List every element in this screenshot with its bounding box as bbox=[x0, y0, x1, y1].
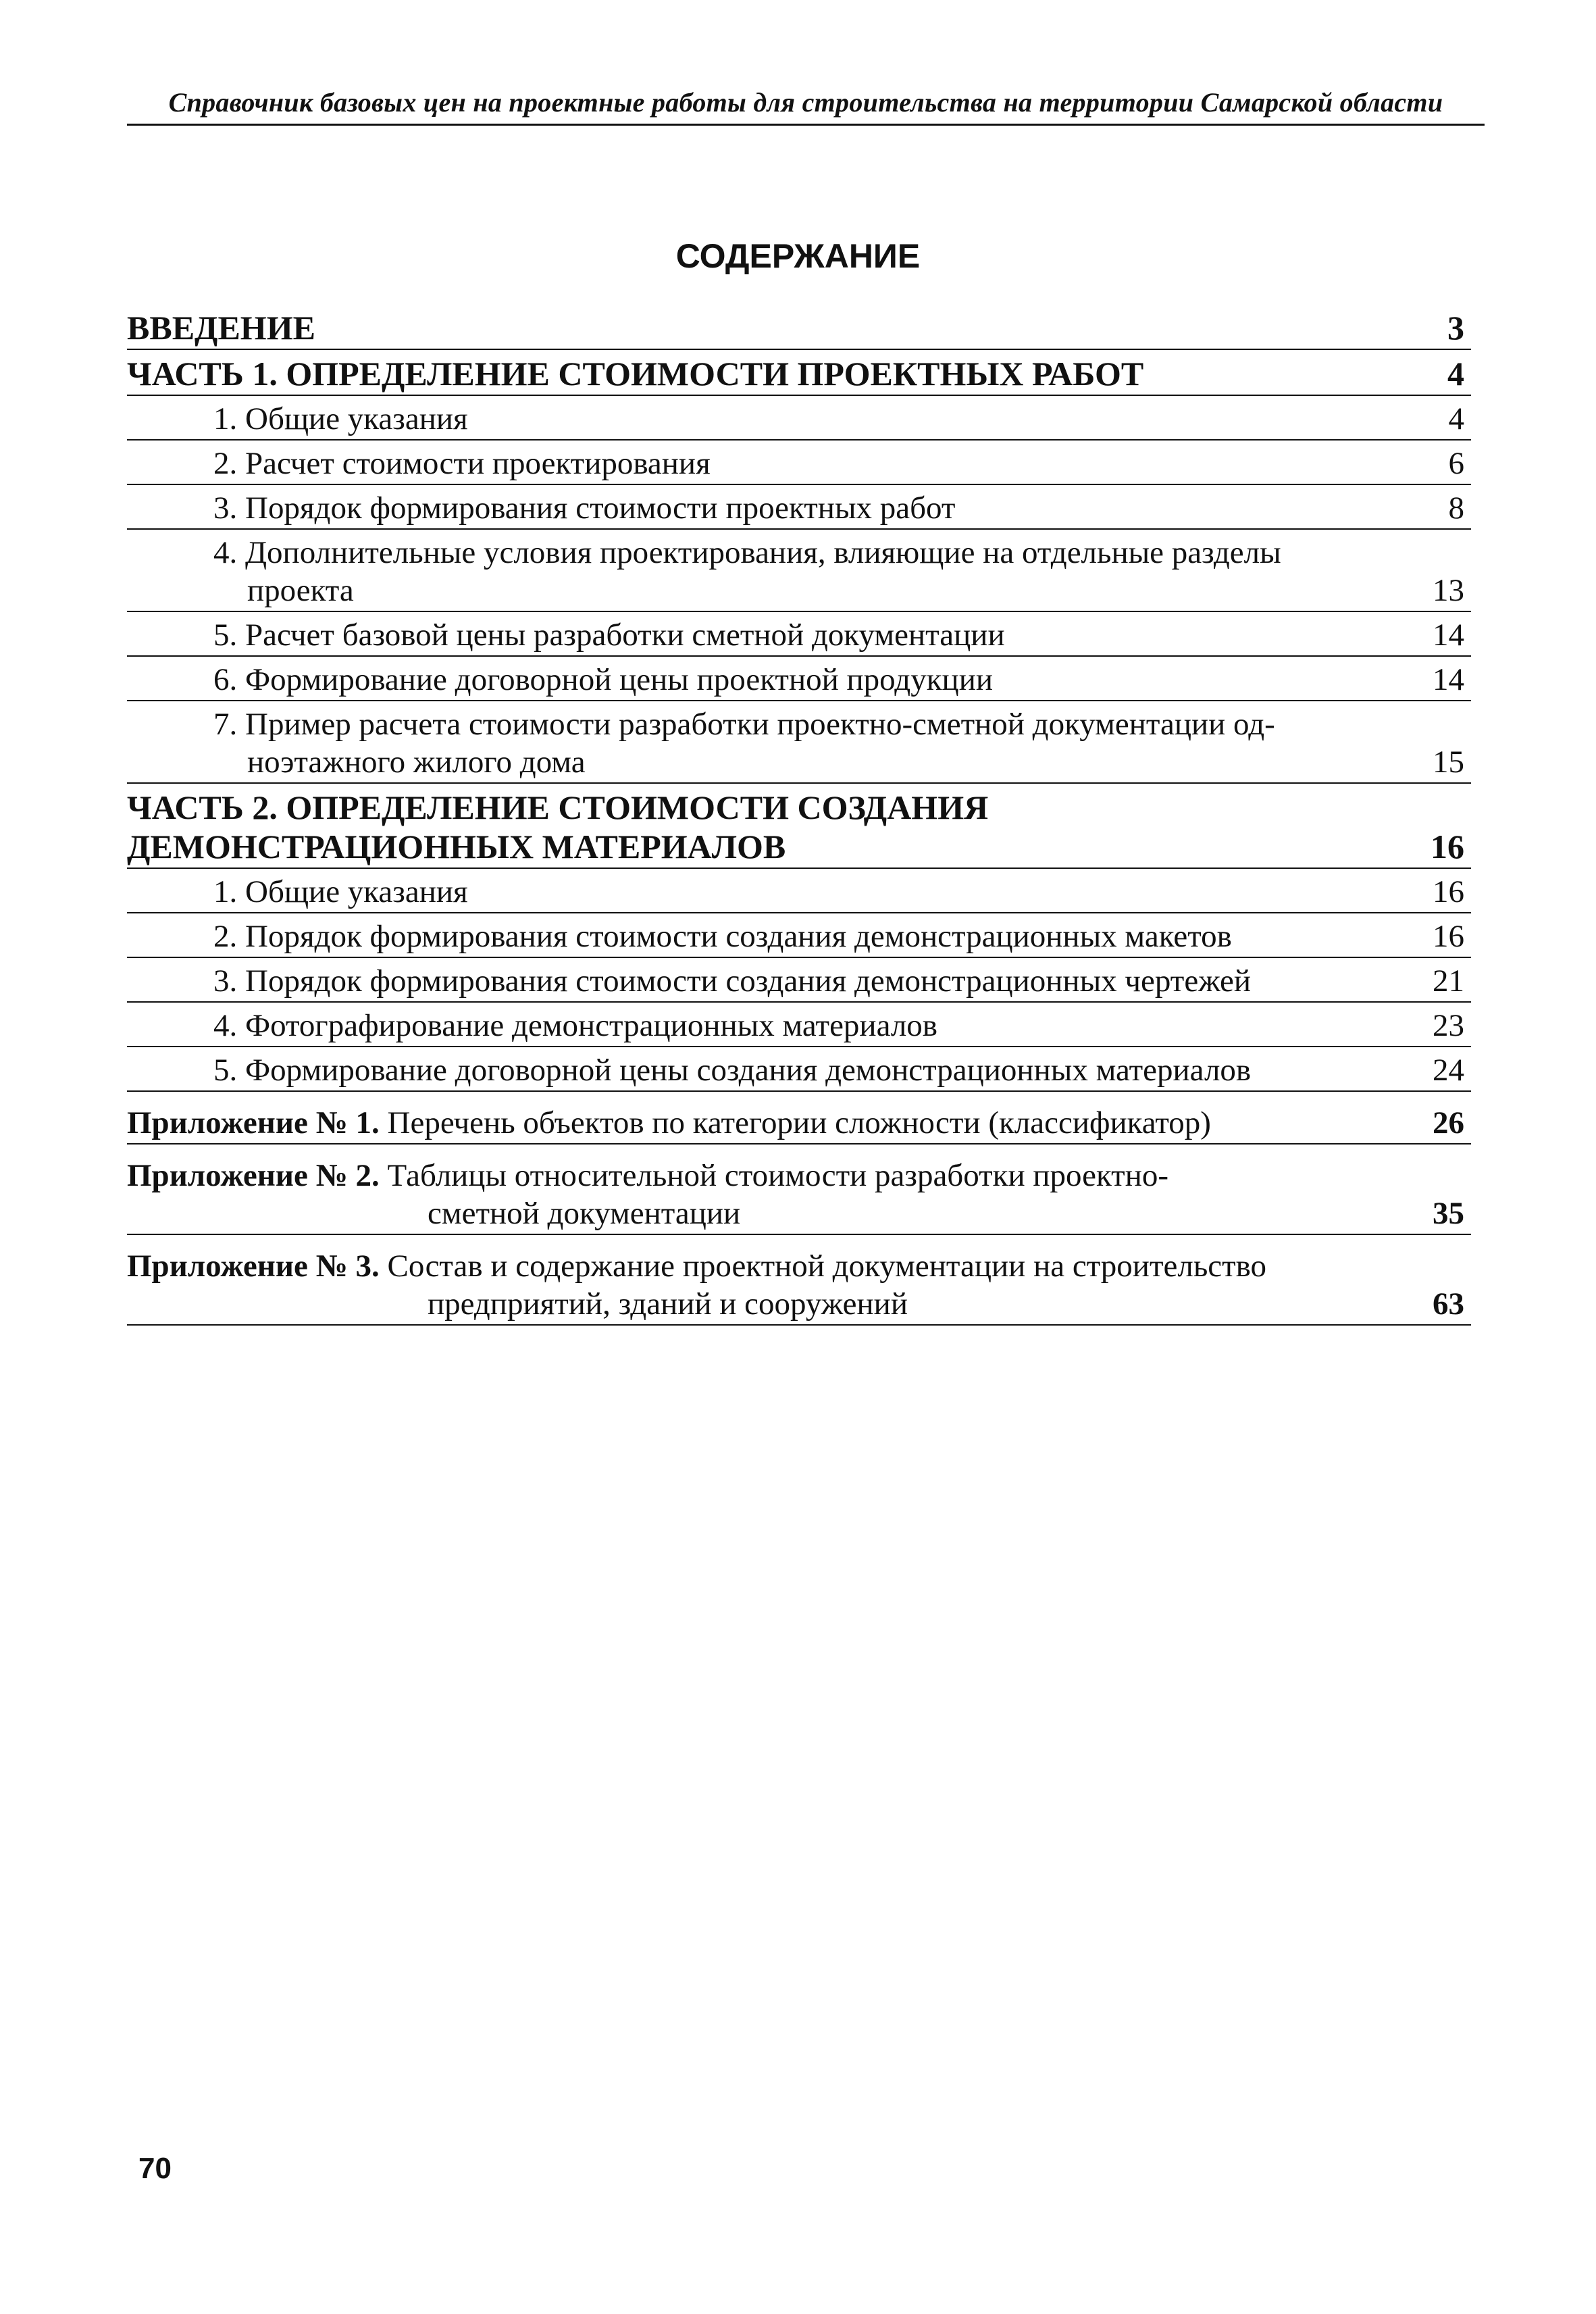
toc-entry-page: 63 bbox=[1433, 1286, 1464, 1322]
toc-entry-title-block bbox=[127, 788, 1410, 866]
toc-entry-page: 16 bbox=[1431, 828, 1464, 865]
toc-entry-1-3[interactable] bbox=[127, 485, 1471, 530]
toc-entry-title: 1. Общие указания bbox=[213, 401, 468, 436]
toc-entry-1-4[interactable] bbox=[127, 530, 1471, 612]
toc-entry-page: 21 bbox=[1433, 963, 1464, 999]
toc-entry-page: 3 bbox=[1447, 309, 1464, 347]
toc-entry-title: ЧАСТЬ 2. ОПРЕДЕЛЕНИЕ СТОИМОСТИ СОЗДАНИЯ bbox=[127, 788, 989, 826]
toc-entry-page: 16 bbox=[1433, 874, 1464, 909]
page-number: 70 bbox=[138, 2152, 172, 2185]
appendix-label: Приложение № 3. bbox=[127, 1249, 380, 1284]
toc-entry-title: ЧАСТЬ 1. ОПРЕДЕЛЕНИЕ СТОИМОСТИ ПРОЕКТНЫХ РАБОТ bbox=[127, 355, 1144, 393]
toc-entry-1-6[interactable] bbox=[127, 657, 1471, 701]
toc-entry-appendix-3[interactable] bbox=[127, 1243, 1471, 1326]
toc-entry-page: 4 bbox=[1448, 401, 1464, 436]
toc-entry-2-5[interactable] bbox=[127, 1047, 1471, 1092]
toc-entry-title: 5. Формирование договорной цены создания демонстрационных материалов bbox=[213, 1053, 1252, 1088]
appendix-label: Приложение № 2. bbox=[127, 1158, 380, 1193]
toc-entry-part-1[interactable] bbox=[127, 350, 1471, 396]
toc-entry-title: 5. Расчет базовой цены разработки сметной документации bbox=[213, 618, 1005, 653]
toc-entry-title-continuation: проекта bbox=[247, 573, 354, 608]
toc-entry-title-block bbox=[127, 1157, 1410, 1232]
toc-entry-title: Состав и содержание проектной документации на строительство bbox=[387, 1249, 1267, 1284]
toc-entry-title-block bbox=[127, 705, 1410, 781]
toc-entry-page: 6 bbox=[1448, 446, 1464, 481]
toc-entry-page: 14 bbox=[1433, 662, 1464, 697]
toc-entry-page: 35 bbox=[1433, 1196, 1464, 1231]
toc-entry-title: 2. Расчет стоимости проектирования bbox=[213, 446, 711, 481]
toc-entry-2-2[interactable] bbox=[127, 913, 1471, 958]
toc-entry-title: 2. Порядок формирования стоимости создания демонстрационных макетов bbox=[213, 919, 1232, 954]
toc-entry-appendix-1[interactable] bbox=[127, 1100, 1471, 1145]
toc-entry-title: Таблицы относительной стоимости разработки проектно- bbox=[387, 1158, 1169, 1193]
toc-entry-appendix-2[interactable] bbox=[127, 1153, 1471, 1235]
table-of-contents bbox=[127, 304, 1471, 1326]
toc-entry-title-continuation: сметной документации bbox=[428, 1196, 741, 1231]
toc-entry-2-3[interactable] bbox=[127, 958, 1471, 1003]
toc-entry-page: 4 bbox=[1447, 355, 1464, 393]
toc-entry-page: 23 bbox=[1433, 1008, 1464, 1043]
toc-entry-title-continuation: ноэтажного жилого дома bbox=[247, 745, 586, 780]
toc-entry-page: 13 bbox=[1433, 573, 1464, 608]
toc-entry-title: 6. Формирование договорной цены проектной продукции bbox=[213, 662, 994, 697]
toc-entry-title: 4. Дополнительные условия проектирования, влияющие на отдельные разделы bbox=[213, 535, 1281, 570]
toc-entry-1-1[interactable] bbox=[127, 396, 1471, 441]
toc-entry-2-4[interactable] bbox=[127, 1003, 1471, 1047]
toc-entry-part-2[interactable] bbox=[127, 784, 1471, 869]
toc-entry-title: Перечень объектов по категории сложности (классификатор) bbox=[387, 1105, 1211, 1140]
toc-entry-title-continuation: ДЕМОНСТРАЦИОННЫХ МАТЕРИАЛОВ bbox=[127, 828, 786, 865]
toc-entry-page: 24 bbox=[1433, 1053, 1464, 1088]
toc-entry-page: 14 bbox=[1433, 618, 1464, 653]
appendix-label: Приложение № 1. bbox=[127, 1105, 380, 1140]
toc-entry-title-block bbox=[127, 1104, 1410, 1142]
toc-entry-1-5[interactable] bbox=[127, 612, 1471, 657]
toc-entry-title-continuation: предприятий, зданий и сооружений bbox=[428, 1286, 908, 1322]
toc-entry-title: 3. Порядок формирования стоимости проектных работ bbox=[213, 491, 956, 526]
toc-title: СОДЕРЖАНИЕ bbox=[675, 237, 921, 275]
toc-entry-2-1[interactable] bbox=[127, 869, 1471, 913]
toc-entry-page: 8 bbox=[1448, 491, 1464, 526]
toc-entry-1-2[interactable] bbox=[127, 441, 1471, 485]
running-header: Справочник базовых цен на проектные работы для строительства на территории Самарской области bbox=[127, 86, 1485, 126]
toc-entry-title-block bbox=[127, 534, 1410, 609]
toc-entry-title: 1. Общие указания bbox=[213, 874, 468, 909]
toc-entry-page: 15 bbox=[1433, 745, 1464, 780]
toc-entry-introduction[interactable] bbox=[127, 304, 1471, 350]
toc-entry-1-7[interactable] bbox=[127, 701, 1471, 784]
toc-entry-page: 26 bbox=[1433, 1105, 1464, 1140]
toc-entry-page: 16 bbox=[1433, 919, 1464, 954]
toc-entry-title: 7. Пример расчета стоимости разработки проектно-сметной документации од- bbox=[213, 707, 1275, 742]
toc-entry-title: 3. Порядок формирования стоимости создания демонстрационных чертежей bbox=[213, 963, 1252, 999]
toc-entry-title-block bbox=[127, 1247, 1410, 1323]
toc-entry-title: 4. Фотографирование демонстрационных материалов bbox=[213, 1008, 938, 1043]
toc-entry-title: ВВЕДЕНИЕ bbox=[127, 309, 315, 347]
